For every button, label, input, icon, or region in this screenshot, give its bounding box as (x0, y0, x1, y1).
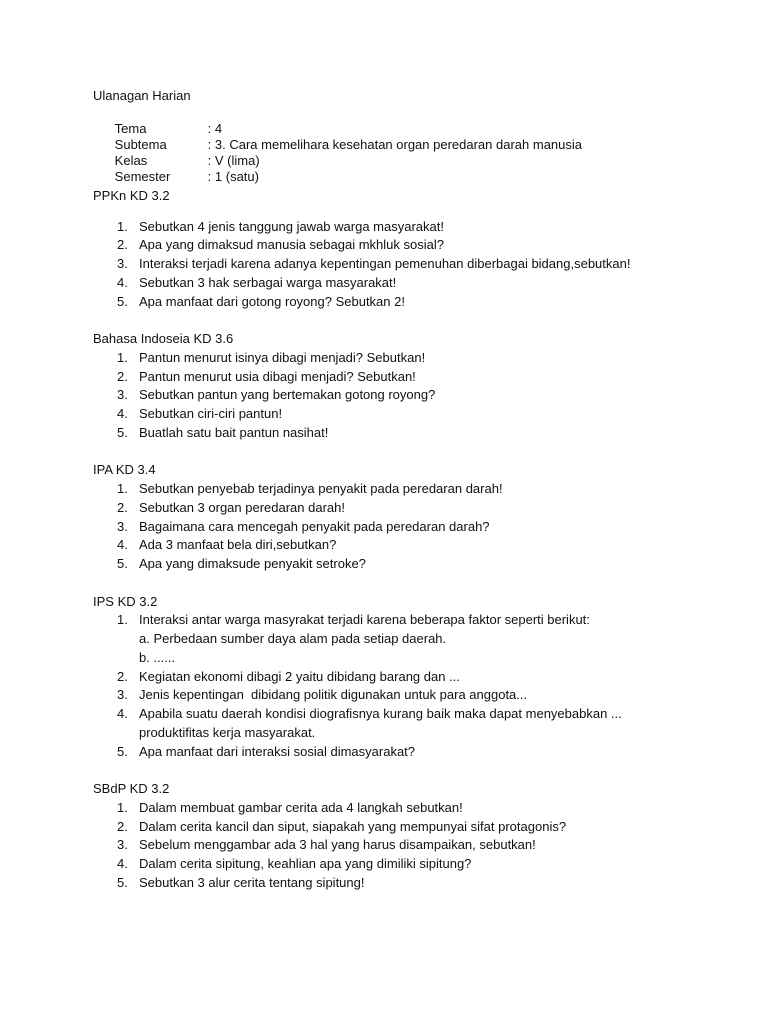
question-item (93, 518, 768, 537)
question-number: 5. (117, 743, 128, 759)
question-item (93, 743, 768, 762)
question-text: Sebutkan 3 alur cerita tentang sipitung! (139, 874, 365, 890)
question-number: 4. (117, 274, 128, 290)
question-item (93, 855, 768, 874)
section-ips (93, 593, 768, 762)
question-continuation: produktifitas kerja masyarakat. (139, 724, 316, 740)
question-number: 5. (117, 424, 128, 440)
question-number: 3. (117, 387, 128, 403)
question-item (93, 668, 768, 687)
question-text: Sebutkan pantun yang bertemakan gotong royong? (139, 387, 436, 403)
question-number: 1. (117, 218, 128, 234)
info-label: Kelas (114, 153, 148, 169)
question-item (93, 705, 768, 724)
info-value: : 4 (207, 120, 223, 136)
question-number: 4. (117, 706, 128, 722)
question-text: Apa manfaat dari gotong royong? Sebutkan 2! (139, 293, 405, 309)
info-row-tema (93, 104, 768, 136)
question-text: Sebelum menggambar ada 3 hal yang harus disampaikan, sebutkan! (139, 837, 536, 853)
question-text: Dalam cerita kancil dan siput, siapakah yang mempunyai sifat protagonis? (139, 818, 567, 834)
section-heading: SBdP KD 3.2 (93, 781, 170, 797)
question-text: Sebutkan 4 jenis tanggung jawab warga masyarakat! (139, 218, 444, 234)
section-bahasa-indonesia (93, 330, 768, 443)
question-text: Kegiatan ekonomi dibagi 2 yaitu dibidang barang dan ... (139, 668, 460, 684)
question-item (93, 499, 768, 518)
question-number: 2. (117, 818, 128, 834)
question-text: Apa yang dimaksud manusia sebagai mkhluk sosial? (139, 237, 444, 253)
info-value: : 3. Cara memelihara kesehatan organ peredaran darah manusia (207, 136, 583, 152)
question-item (93, 368, 768, 387)
question-number: 2. (117, 499, 128, 515)
question-text: Apa manfaat dari interaksi sosial dimasyarakat? (139, 743, 416, 759)
question-text: Apabila suatu daerah kondisi diografisnya kurang baik maka dapat menyebabkan ... (139, 706, 622, 722)
question-item (93, 686, 768, 705)
question-text: Interaksi terjadi karena adanya kepentingan pemenuhan diberbagai bidang,sebutkan! (139, 256, 631, 272)
question-text: Sebutkan 3 hak serbagai warga masyarakat! (139, 274, 397, 290)
question-number: 5. (117, 556, 128, 572)
question-number: 5. (117, 874, 128, 890)
question-text: Sebutkan ciri-ciri pantun! (139, 406, 283, 422)
question-item (93, 818, 768, 837)
section-heading: IPA KD 3.4 (93, 462, 156, 478)
question-text: Dalam cerita sipitung, keahlian apa yang dimiliki sipitung? (139, 856, 472, 872)
info-label: Tema (114, 120, 147, 136)
question-number: 2. (117, 237, 128, 253)
question-text: Buatlah satu bait pantun nasihat! (139, 424, 329, 440)
question-item (93, 874, 768, 893)
question-item (93, 255, 768, 274)
question-text: Sebutkan 3 organ peredaran darah! (139, 499, 345, 515)
info-value: : 1 (satu) (207, 169, 259, 185)
question-number: 3. (117, 518, 128, 534)
question-item (93, 424, 768, 443)
question-item (93, 386, 768, 405)
info-label: Subtema (114, 136, 167, 152)
question-item (93, 218, 768, 237)
question-text: Dalam membuat gambar cerita ada 4 langkah sebutkan! (139, 799, 463, 815)
section-ipa (93, 461, 768, 574)
question-number: 3. (117, 687, 128, 703)
section-heading: PPKn KD 3.2 (93, 187, 170, 203)
info-label: Semester (114, 169, 171, 185)
question-item (93, 480, 768, 499)
question-item (93, 349, 768, 368)
question-number: 2. (117, 368, 128, 384)
question-item (93, 274, 768, 293)
question-text: Pantun menurut usia dibagi menjadi? Sebutkan! (139, 368, 416, 384)
document-title: Ulanagan Harian (93, 88, 191, 103)
question-item (93, 536, 768, 555)
section-heading: IPS KD 3.2 (93, 593, 158, 609)
question-item (93, 293, 768, 312)
question-item (93, 799, 768, 818)
question-text: Sebutkan penyebab terjadinya penyakit pada peredaran darah! (139, 481, 503, 497)
question-text: Pantun menurut isinya dibagi menjadi? Sebutkan! (139, 349, 426, 365)
section-ppkn (93, 187, 768, 312)
question-number: 3. (117, 256, 128, 272)
question-number: 4. (117, 537, 128, 553)
section-sbdp (93, 780, 768, 893)
question-number: 5. (117, 293, 128, 309)
sub-item: b. ...... (139, 649, 176, 665)
question-item (93, 836, 768, 855)
question-item (93, 555, 768, 574)
sub-item: a. Perbedaan sumber daya alam pada setiap daerah. (139, 631, 447, 647)
question-text: Apa yang dimaksude penyakit setroke? (139, 556, 366, 572)
question-number: 4. (117, 856, 128, 872)
question-number: 4. (117, 406, 128, 422)
question-item (93, 611, 768, 630)
question-text: Ada 3 manfaat bela diri,sebutkan? (139, 537, 337, 553)
question-number: 2. (117, 668, 128, 684)
question-number: 1. (117, 799, 128, 815)
question-item (93, 236, 768, 255)
section-heading: Bahasa Indoseia KD 3.6 (93, 331, 234, 347)
document-header (93, 88, 768, 185)
question-item (93, 405, 768, 424)
question-number: 1. (117, 349, 128, 365)
question-text: Interaksi antar warga masyrakat terjadi karena beberapa faktor seperti berikut: (139, 612, 590, 628)
question-number: 1. (117, 481, 128, 497)
question-text: Bagaimana cara mencegah penyakit pada peredaran darah? (139, 518, 490, 534)
question-number: 1. (117, 612, 128, 628)
question-number: 3. (117, 837, 128, 853)
question-text: Jenis kepentingan dibidang politik digunakan untuk para anggota... (139, 687, 528, 703)
info-value: : V (lima) (207, 153, 260, 169)
